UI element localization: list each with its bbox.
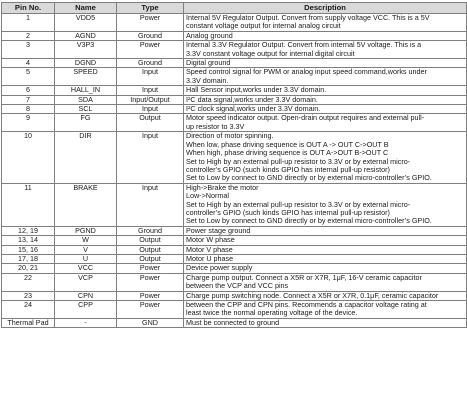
table-row [2, 236, 467, 245]
description-line: Analog ground [186, 30, 233, 40]
pin-name-cell: SPEED [55, 68, 117, 86]
pin-description-cell [184, 41, 467, 59]
description-line: 3.3V domain. [186, 75, 229, 85]
header-type: Type [117, 3, 184, 14]
pin-type-cell: Output [117, 236, 184, 245]
pin-name-cell: FG [55, 114, 117, 132]
description-line: High->Brake the motor [186, 182, 259, 192]
description-line: Motor V phase [186, 244, 233, 254]
pin-name-cell: U [55, 254, 117, 263]
pin-description-cell [184, 14, 467, 32]
description-line: Set to Low by connect to GND directly or by external micro-controller’s GPIO. [186, 216, 432, 226]
pin-name-cell: SDA [55, 95, 117, 104]
pin-number-cell: 12, 19 [2, 226, 55, 235]
pin-name-cell: DIR [55, 132, 117, 183]
description-line: Speed control signal for PWM or analog input speed command,works under [186, 67, 427, 77]
table-row [2, 318, 467, 327]
header-pin-no: Pin No. [2, 3, 55, 14]
pin-number-cell: 6 [2, 86, 55, 95]
description-line: I²C data signal,works under 3.3V domain. [186, 94, 318, 104]
pin-description-cell [184, 86, 467, 95]
pin-number-cell: 3 [2, 41, 55, 59]
description-line: Motor speed indicator output. Open-drain output requires and external pull- [186, 113, 425, 123]
pin-description-cell [184, 132, 467, 183]
pin-type-cell: Power [117, 273, 184, 291]
pin-number-cell: 9 [2, 114, 55, 132]
pin-type-cell: Input [117, 68, 184, 86]
pin-number-cell: 2 [2, 31, 55, 40]
pin-type-cell: Power [117, 14, 184, 32]
pin-name-cell: V3P3 [55, 41, 117, 59]
pin-name-cell: BRAKE [55, 183, 117, 226]
description-line: Charge pump output. Connect a X5R or X7R, 1μF, 16-V ceramic capacitor [186, 272, 422, 282]
pin-number-cell: 20, 21 [2, 264, 55, 273]
header-name: Name [55, 3, 117, 14]
description-line: least twice the normal operating voltage of the device. [186, 308, 358, 318]
table-row [2, 264, 467, 273]
pin-number-cell: 22 [2, 273, 55, 291]
description-line: Must be connected to ground [186, 317, 280, 327]
pin-type-cell: Power [117, 264, 184, 273]
pin-type-cell: Output [117, 254, 184, 263]
description-line: Digital ground [186, 58, 231, 68]
description-line: Internal 3.3V Regulator Output. Convert from internal 5V voltage. This is a [186, 40, 422, 50]
pin-number-cell: 1 [2, 14, 55, 32]
pin-number-cell: 24 [2, 301, 55, 319]
pin-description-table [1, 2, 467, 328]
description-line: between the VCP and VCC pins [186, 281, 289, 291]
pin-number-cell: 17, 18 [2, 254, 55, 263]
pin-type-cell: Power [117, 301, 184, 319]
pin-type-cell: Ground [117, 31, 184, 40]
pin-number-cell: 8 [2, 105, 55, 114]
table-row [2, 41, 467, 59]
table-row [2, 183, 467, 226]
pin-type-cell: Input [117, 86, 184, 95]
pin-description-cell [184, 301, 467, 319]
description-line: Low->Normal [186, 191, 229, 201]
description-line: Power stage ground [186, 225, 251, 235]
table-row [2, 86, 467, 95]
description-line: When high, phase driving sequence is OUT A->OUT B->OUT C [186, 148, 389, 158]
pin-name-cell: W [55, 236, 117, 245]
description-line: Direction of motor spinning. [186, 131, 274, 141]
pin-name-cell: - [55, 318, 117, 327]
pin-description-cell [184, 236, 467, 245]
pin-type-cell: Power [117, 291, 184, 300]
pin-description-cell [184, 273, 467, 291]
pin-description-cell [184, 264, 467, 273]
pin-description-cell [184, 183, 467, 226]
table-row [2, 132, 467, 183]
pin-type-cell: Ground [117, 59, 184, 68]
pin-number-cell: 23 [2, 291, 55, 300]
pin-name-cell: HALL_IN [55, 86, 117, 95]
pin-type-cell: Ground [117, 226, 184, 235]
pin-description-cell [184, 318, 467, 327]
description-line: Hall Sensor input,works under 3.3V domain. [186, 85, 327, 95]
pin-type-cell: Input [117, 105, 184, 114]
description-line: Motor W phase [186, 235, 235, 245]
table-row [2, 114, 467, 132]
pin-number-cell: 13, 14 [2, 236, 55, 245]
description-line: Internal 5V Regulator Output. Convert from supply voltage VCC. This is a 5V [186, 13, 430, 22]
pin-type-cell: GND [117, 318, 184, 327]
description-line: Set to High by an external pull-up resistor to 3.3V or by external micro- [186, 199, 411, 209]
table-header-row [2, 3, 467, 14]
pin-number-cell: 4 [2, 59, 55, 68]
description-line: Device power supply [186, 263, 253, 273]
pin-type-cell: Power [117, 41, 184, 59]
pin-name-cell: CPN [55, 291, 117, 300]
pin-number-cell: 7 [2, 95, 55, 104]
pin-name-cell: PGND [55, 226, 117, 235]
table-row [2, 14, 467, 32]
pin-type-cell: Input [117, 132, 184, 183]
description-line: Set to Low by connect to GND directly or by external micro-controller’s GPIO. [186, 173, 432, 183]
description-line: controller’s GPIO (such kinds GPIO has internal pull-up resistor) [186, 164, 390, 174]
description-line: When low, phase driving sequence is OUT A -> OUT C->OUT B [186, 139, 389, 149]
pin-number-cell: 10 [2, 132, 55, 183]
pin-number-cell: 5 [2, 68, 55, 86]
table-row [2, 301, 467, 319]
pin-type-cell: Input/Output [117, 95, 184, 104]
pin-name-cell: VCP [55, 273, 117, 291]
pin-type-cell: Output [117, 114, 184, 132]
pin-name-cell: DGND [55, 59, 117, 68]
description-line: constant voltage output for internal analog circuit [186, 21, 341, 31]
pin-description-cell [184, 114, 467, 132]
description-line: Set to High by an external pull-up resistor to 3.3V or by external micro- [186, 156, 411, 166]
pin-name-cell: SCL [55, 105, 117, 114]
description-line: I²C clock signal,works under 3.3V domain. [186, 104, 321, 114]
pin-name-cell: AGND [55, 31, 117, 40]
description-line: Charge pump switching node. Connect a X5R or X7R, 0.1μF, ceramic capacitor [186, 290, 439, 300]
table-row [2, 273, 467, 291]
pin-number-cell: 11 [2, 183, 55, 226]
table-row [2, 68, 467, 86]
pin-name-cell: V [55, 245, 117, 254]
pin-name-cell: CPP [55, 301, 117, 319]
pin-type-cell: Output [117, 245, 184, 254]
description-line: Motor U phase [186, 253, 234, 263]
pin-description-cell [184, 68, 467, 86]
description-line: controller’s GPIO (such kinds GPIO has internal pull-up resistor) [186, 207, 390, 217]
pin-number-cell: 15, 16 [2, 245, 55, 254]
description-line: 3.3V constant voltage output for internal digital circuit [186, 48, 355, 58]
pin-type-cell: Input [117, 183, 184, 226]
description-line: up resistor to 3.3V [186, 121, 245, 131]
description-line: between the CPP and CPN pins. Recommends a capacitor voltage rating at [186, 300, 427, 309]
table-row [2, 245, 467, 254]
header-description: Description [184, 3, 467, 14]
pin-name-cell: VDD5 [55, 14, 117, 32]
pin-name-cell: VCC [55, 264, 117, 273]
pin-number-cell: Thermal Pad [2, 318, 55, 327]
